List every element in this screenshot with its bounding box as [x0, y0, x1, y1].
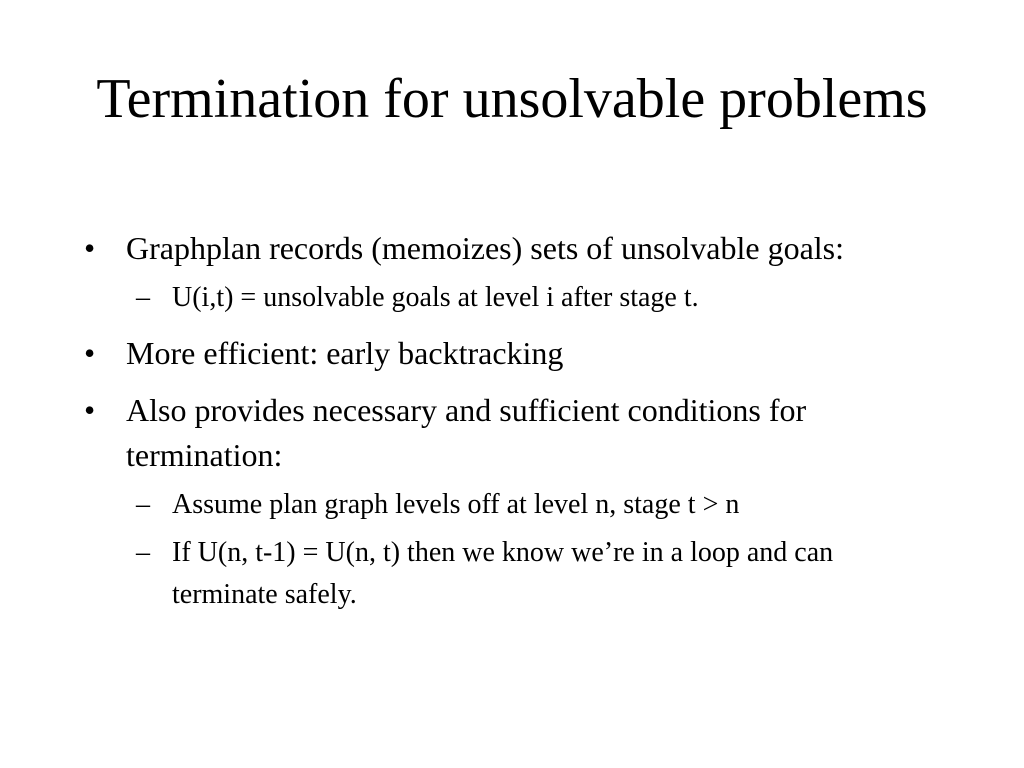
sub-bullet-list — [126, 484, 924, 616]
sub-bullet-item — [136, 532, 924, 616]
sub-bullet-item — [136, 484, 924, 526]
sub-bullet-text: Assume plan graph levels off at level n, stage t > n — [172, 489, 740, 520]
bullet-text: Graphplan records (memoizes) sets of unsolvable goals: — [126, 230, 845, 266]
sub-bullet-marker: – — [136, 537, 150, 568]
bullet-item-memoization — [0, 226, 1024, 319]
slide-body — [0, 226, 1024, 628]
sub-bullet-item — [136, 277, 924, 319]
sub-bullet-marker: – — [136, 282, 150, 313]
bullet-marker: • — [84, 392, 96, 428]
bullet-marker: • — [84, 335, 96, 371]
sub-bullet-text: If U(n, t-1) = U(n, t) then we know we’re in a loop and can terminate safely. — [172, 537, 834, 610]
bullet-list — [0, 226, 1024, 616]
sub-bullet-text: U(i,t) = unsolvable goals at level i after stage t. — [172, 282, 699, 313]
sub-bullet-list — [126, 277, 924, 319]
bullet-text: Also provides necessary and sufficient conditions for termination: — [126, 392, 807, 473]
bullet-text: More efficient: early backtracking — [126, 335, 564, 371]
bullet-marker: • — [84, 230, 96, 266]
slide-title: Termination for unsolvable problems — [96, 68, 928, 130]
bullet-item-efficiency — [0, 331, 1024, 376]
bullet-item-termination — [0, 388, 1024, 616]
sub-bullet-marker: – — [136, 489, 150, 520]
